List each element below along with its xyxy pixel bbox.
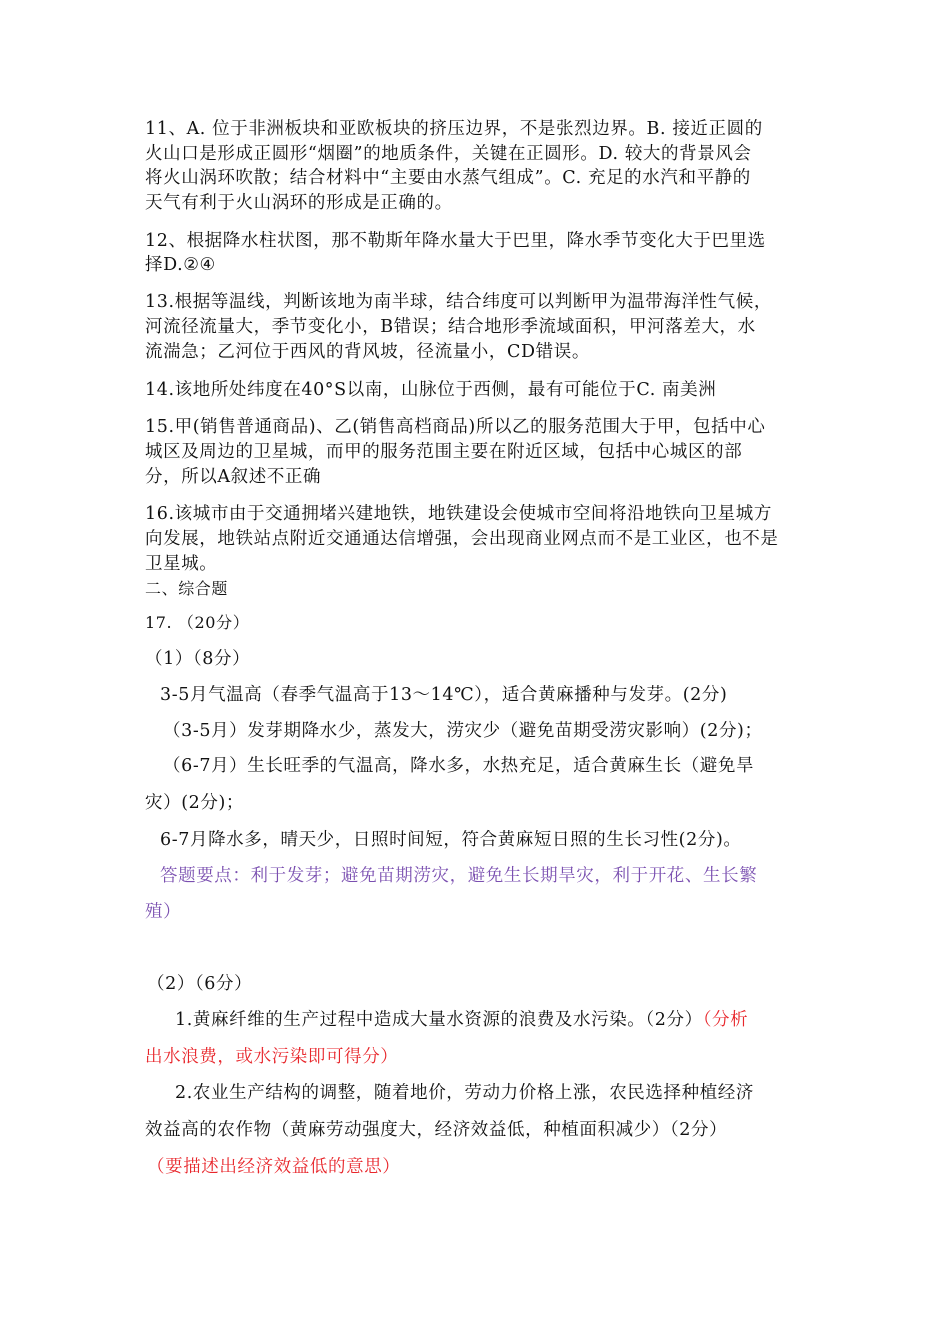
answer-13-line: 流湍急；乙河位于西风的背风坡，径流量小，CD错误。 — [145, 342, 590, 362]
answer-12-line: 择D.②④ — [145, 255, 216, 275]
answer-12-line: 12、根据降水柱状图，那不勒斯年降水量大于巴里，降水季节变化大于巴里选 — [145, 231, 766, 251]
answer-11-line: 11、A. 位于非洲板块和亚欧板块的挤压边界，不是张烈边界。B. 接近正圆的 — [145, 119, 763, 139]
part2-item-2: 效益高的农作物（黄麻劳动强度大，经济效益低，种植面积减少）（2分） — [145, 1120, 728, 1140]
answer-14-line: 14.该地所处纬度在40°S以南，山脉位于西侧，最有可能位于C. 南美洲 — [145, 380, 717, 400]
answer-15-line: 分，所以A叙述不正确 — [145, 467, 322, 487]
scoring-note: （要描述出经济效益低的意思） — [147, 1157, 401, 1177]
part1-line: （3-5月）发芽期降水少，蒸发大，涝灾少（避免苗期受涝灾影响）(2分)； — [163, 721, 763, 741]
answer-16-line: 16.该城市由于交通拥堵兴建地铁，地铁建设会使城市空间将沿地铁向卫星城方 — [145, 504, 772, 524]
answer-13-line: 河流径流量大，季节变化小，B错误；结合地形季流域面积，甲河落差大，水 — [145, 317, 756, 337]
answer-11-line: 天气有利于火山涡环的形成是正确的。 — [145, 193, 453, 213]
part2-item-2: 2.农业生产结构的调整，随着地价，劳动力价格上涨，农民选择种植经济 — [175, 1083, 754, 1103]
part2-item-1-text: 1.黄麻纤维的生产过程中造成大量水资源的浪费及水污染。（2分） — [175, 1010, 703, 1030]
answer-13-line: 13.根据等温线，判断该地为南半球，结合纬度可以判断甲为温带海洋性气候， — [145, 292, 772, 312]
part1-line: 6-7月降水多，晴天少，日照时间短，符合黄麻短日照的生长习性(2分)。 — [160, 830, 742, 850]
question-17-header: 17. （20分） — [145, 613, 250, 632]
part1-line: 灾）(2分)； — [145, 793, 244, 813]
key-points-note: 答题要点：利于发芽；避免苗期涝灾，避免生长期旱灾，利于开花、生长繁 — [160, 866, 758, 886]
part1-header: （1）（8分） — [145, 649, 251, 669]
answer-16-line: 向发展，地铁站点附近交通通达信增强，会出现商业网点而不是工业区，也不是 — [145, 529, 779, 549]
part2-item-1 — [175, 1008, 748, 1032]
answer-15-line: 15.甲(销售普通商品)、乙(销售高档商品)所以乙的服务范围大于甲，包括中心 — [145, 417, 766, 437]
answer-11-line: 将火山涡环吹散；结合材料中“主要由水蒸气组成”。C. 充足的水汽和平静的 — [145, 168, 751, 188]
scoring-note: 出水浪费，或水污染即可得分） — [145, 1047, 399, 1067]
part2-header: （2）（6分） — [147, 974, 253, 994]
answer-15-line: 城区及周边的卫星城，而甲的服务范围主要在附近区域，包括中心城区的部 — [145, 442, 743, 462]
key-points-note: 殖） — [145, 902, 182, 922]
answer-11-line: 火山口是形成正圆形“烟圈”的地质条件，关键在正圆形。D. 较大的背景风会 — [145, 144, 752, 164]
scoring-note: （分析 — [702, 1010, 749, 1030]
answer-16-line: 卫星城。 — [145, 554, 218, 574]
section-heading: 二、综合题 — [145, 579, 229, 598]
part1-line: 3-5月气温高（春季气温高于13～14℃），适合黄麻播种与发芽。(2分) — [160, 685, 728, 705]
part1-line: （6-7月）生长旺季的气温高，降水多，水热充足，适合黄麻生长（避免旱 — [163, 756, 755, 776]
